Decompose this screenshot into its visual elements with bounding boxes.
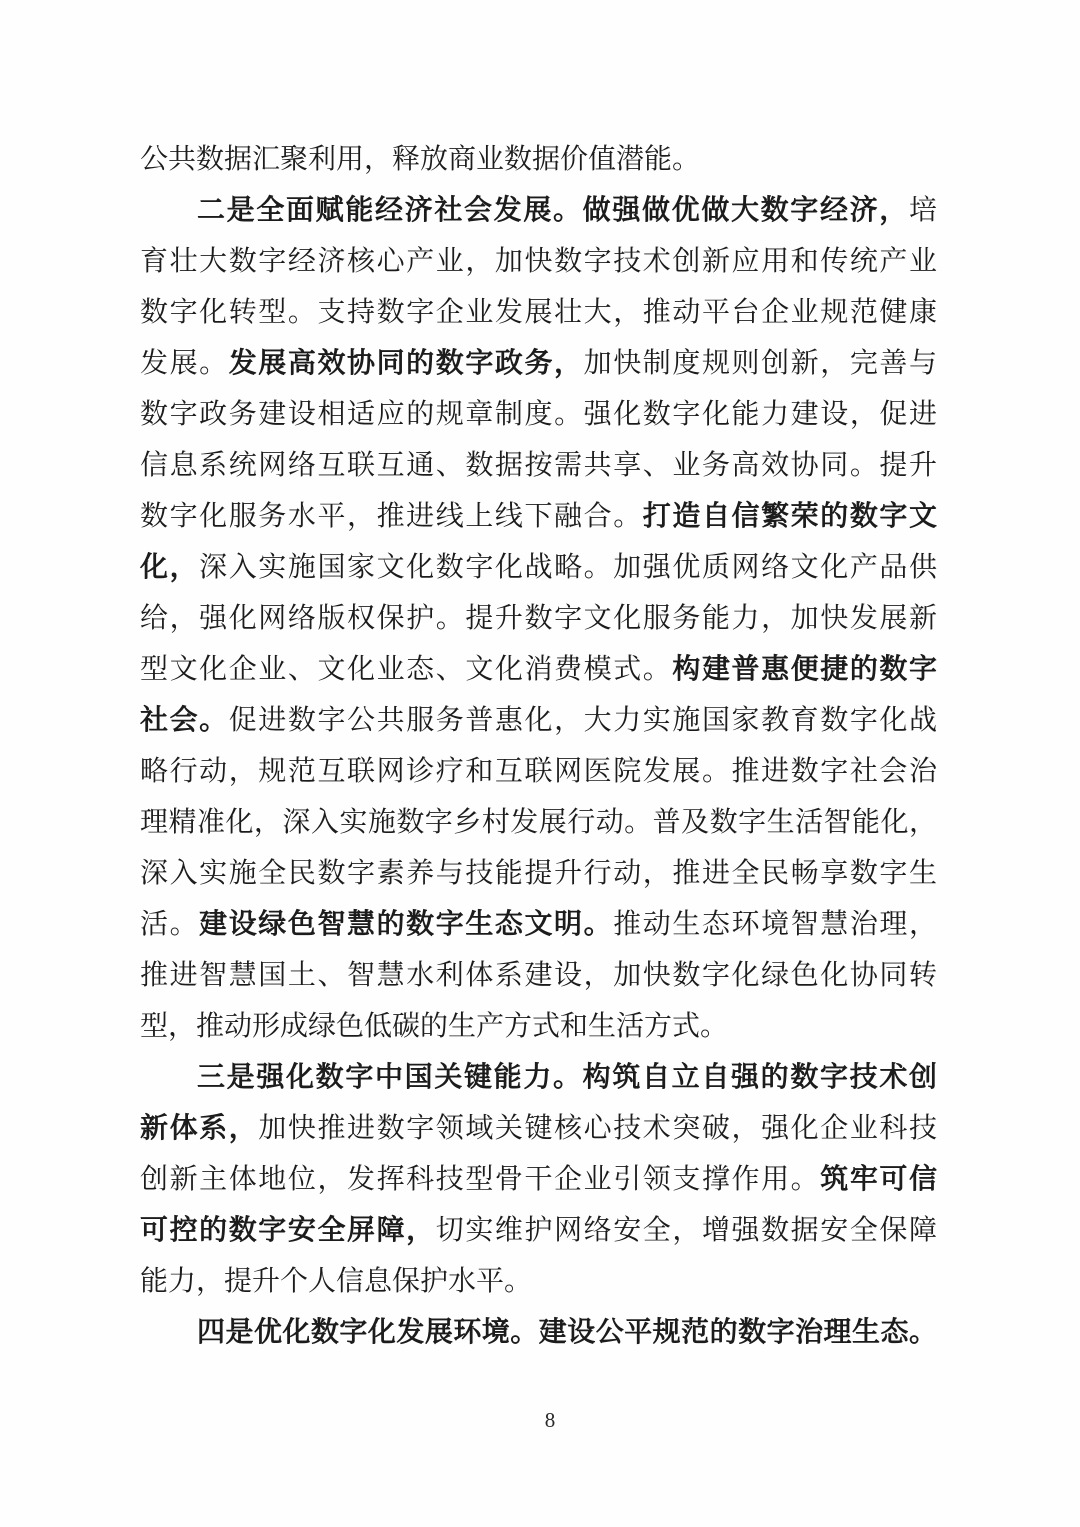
text-segment: 活。 [140, 909, 200, 940]
bold-text-segment: 发展高效协同的数字政务， [228, 348, 584, 379]
text-line [140, 950, 937, 1001]
bold-text-segment: 新体系， [140, 1113, 259, 1144]
text-line [140, 542, 937, 593]
text-segment: 创新主体地位，发挥科技型骨干企业引领支撑作用。 [140, 1164, 821, 1195]
text-segment: 型，推动形成绿色低碳的生产方式和生活方式。 [140, 1011, 729, 1042]
text-line [140, 1103, 937, 1154]
bold-text-segment: 打造自信繁荣的数字文 [642, 501, 937, 532]
text-segment: 型文化企业、文化业态、文化消费模式。 [140, 654, 673, 685]
text-segment: 深入实施全民数字素养与技能提升行动，推进全民畅享数字生 [140, 858, 937, 889]
text-segment: 理精准化，深入实施数字乡村发展行动。普及数字生活智能化， [140, 807, 937, 838]
text-line [140, 746, 937, 797]
text-segment: 数字化转型。支持数字企业发展壮大，推动平台企业规范健康 [140, 297, 937, 328]
text-segment: 促进数字公共服务普惠化，大力实施国家教育数字化战 [228, 705, 937, 736]
bold-text-segment: 四是优化数字化发展环境。建设公平规范的数字治理生态。 [197, 1317, 937, 1348]
text-line [140, 899, 937, 950]
text-line [140, 1205, 937, 1256]
text-line [140, 593, 937, 644]
document-body [140, 134, 937, 1358]
text-line [140, 1052, 937, 1103]
text-segment: 推进智慧国土、智慧水利体系建设，加快数字化绿色化协同转 [140, 960, 937, 991]
text-segment: 能力，提升个人信息保护水平。 [140, 1266, 533, 1297]
text-segment: 公共数据汇聚利用，释放商业数据价值潜能。 [140, 144, 701, 175]
text-segment: 育壮大数字经济核心产业，加快数字技术创新应用和传统产业 [140, 246, 937, 277]
bold-text-segment: 可控的数字安全屏障， [140, 1215, 436, 1246]
text-segment: 数字政务建设相适应的规章制度。强化数字化能力建设，促进 [140, 399, 937, 430]
bold-text-segment: 二是全面赋能经济社会发展。做强做优做大数字经济， [197, 195, 909, 226]
text-segment: 切实维护网络安全，增强数据安全保障 [435, 1215, 937, 1246]
bold-text-segment: 化， [140, 552, 200, 583]
text-line [140, 338, 937, 389]
text-line [140, 389, 937, 440]
text-segment: 深入实施国家文化数字化战略。加强优质网络文化产品供 [199, 552, 937, 583]
bold-text-segment: 建设绿色智慧的数字生态文明。 [199, 909, 614, 940]
text-segment: 数字化服务水平，推进线上线下融合。 [140, 501, 643, 532]
text-segment: 信息系统网络互联互通、数据按需共享、业务高效协同。提升 [140, 450, 937, 481]
text-line [140, 491, 937, 542]
text-line [140, 1256, 937, 1307]
text-segment: 发展。 [140, 348, 229, 379]
text-line [140, 236, 937, 287]
text-line [140, 287, 937, 338]
text-line [140, 1307, 937, 1358]
text-segment: 给，强化网络版权保护。提升数字文化服务能力，加快发展新 [140, 603, 937, 634]
text-line [140, 440, 937, 491]
page-number: 8 [544, 1408, 556, 1432]
text-line [140, 134, 937, 185]
text-line [140, 1001, 937, 1052]
text-line [140, 797, 937, 848]
text-line [140, 695, 937, 746]
bold-text-segment: 三是强化数字中国关键能力。构筑自立自强的数字技术创 [197, 1062, 937, 1093]
text-segment: 略行动，规范互联网诊疗和互联网医院发展。推进数字社会治 [140, 756, 937, 787]
bold-text-segment: 社会。 [140, 705, 229, 736]
text-segment: 推动生态环境智慧治理， [613, 909, 937, 940]
text-line [140, 848, 937, 899]
bold-text-segment: 构建普惠便捷的数字 [672, 654, 937, 685]
text-line [140, 185, 937, 236]
text-segment: 培 [908, 195, 937, 226]
text-segment: 加快制度规则创新，完善与 [583, 348, 937, 379]
text-segment: 加快推进数字领域关键核心技术突破，强化企业科技 [258, 1113, 937, 1144]
bold-text-segment: 筑牢可信 [820, 1164, 937, 1195]
text-line [140, 1154, 937, 1205]
text-line [140, 644, 937, 695]
